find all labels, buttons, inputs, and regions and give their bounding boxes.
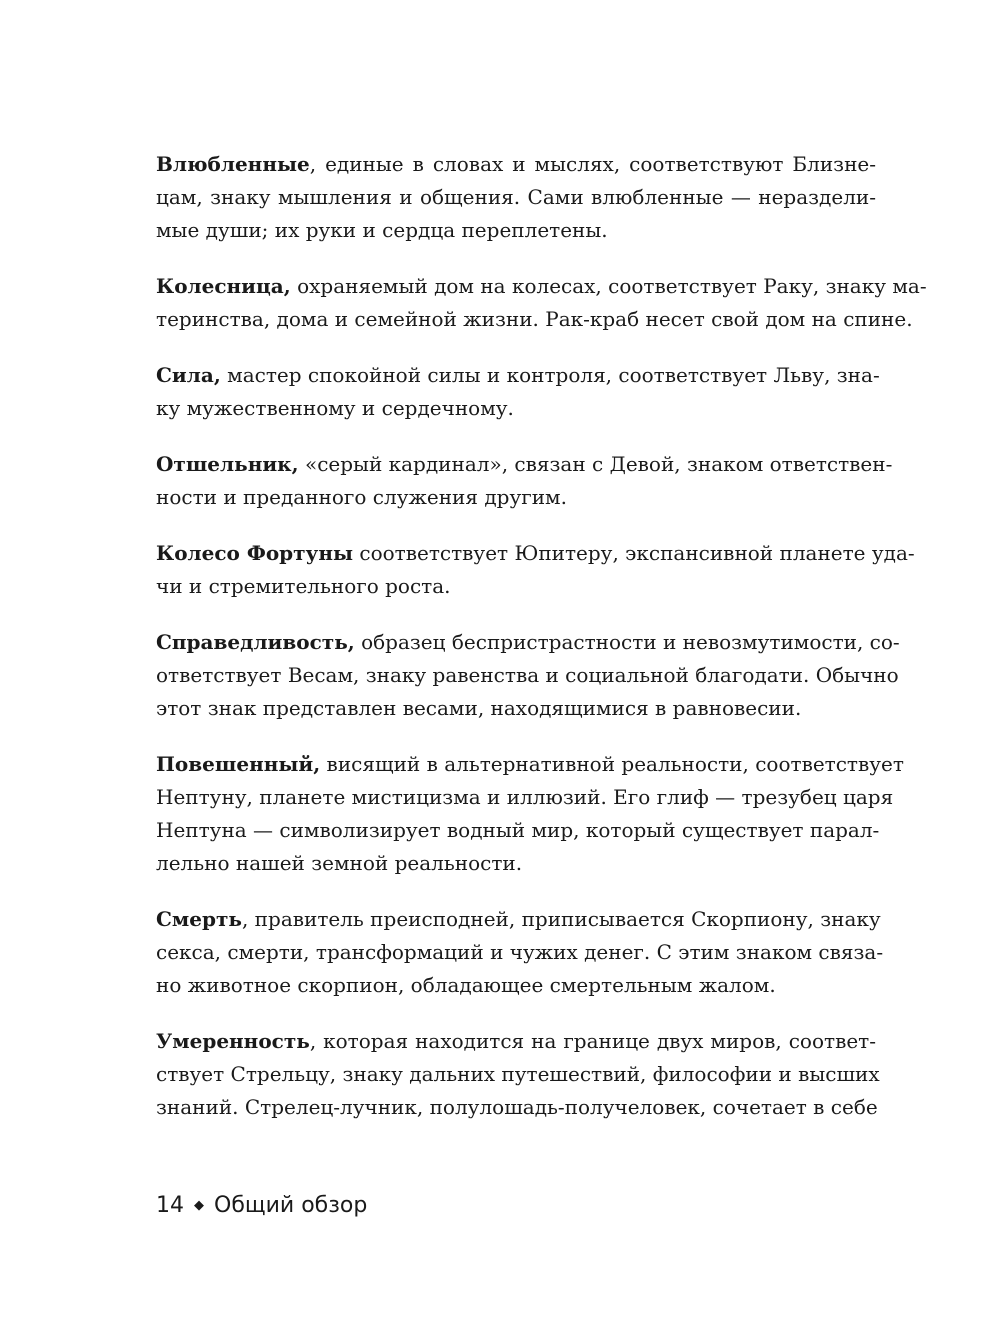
line-text: охраняемый дом на колесах, соответствует Раку, знаку ма-	[290, 274, 927, 298]
card-name-term: Сила,	[156, 363, 221, 387]
card-name-term: Колесо Фортуны	[156, 541, 354, 565]
card-name-term: Справедливость,	[156, 630, 355, 654]
paragraph-strength	[156, 359, 880, 425]
line-text: лельно нашей земной реальности.	[156, 851, 523, 875]
page-footer	[156, 1193, 367, 1218]
paragraph-temperance	[156, 1025, 880, 1124]
text-line	[156, 781, 894, 814]
text-line	[156, 570, 876, 603]
line-text: Нептуну, планете мистицизма и иллюзий. Его глиф — трезубец царя	[156, 785, 894, 809]
line-text: теринства, дома и семейной жизни. Рак-краб несет свой дом на спине.	[156, 307, 913, 331]
text-line	[156, 270, 927, 303]
paragraph-hanged	[156, 748, 904, 880]
line-text: соответствует Юпитеру, экспансивной планете уда-	[353, 541, 915, 565]
card-name-term: Влюбленные	[156, 152, 310, 176]
paragraph-lovers	[156, 148, 876, 247]
card-name-term: Колесница,	[156, 274, 291, 298]
line-text: висящий в альтернативной реальности, соответствует	[320, 752, 904, 776]
text-line	[156, 692, 876, 725]
line-text: ответствует Весам, знаку равенства и социальной благодати. Обычно	[156, 663, 899, 687]
text-line	[156, 392, 876, 425]
text-line	[156, 847, 876, 880]
line-text: образец беспристрастности и невозмутимости, со-	[354, 630, 900, 654]
line-text: цам, знаку мышления и общения. Сами влюбленные — нераздели-	[156, 185, 876, 209]
line-text: но животное скорпион, обладающее смертельным жалом.	[156, 973, 776, 997]
section-title: Общий обзор	[214, 1193, 368, 1218]
text-line	[156, 969, 876, 1002]
line-text: ности и преданного служения другим.	[156, 485, 567, 509]
paragraph-death	[156, 903, 884, 1002]
text-line	[156, 1091, 876, 1124]
text-line	[156, 359, 880, 392]
text-line	[156, 148, 876, 181]
text-line	[156, 659, 899, 692]
card-name-term: Отшельник,	[156, 452, 299, 476]
line-text: мые души; их руки и сердца переплетены.	[156, 218, 608, 242]
line-text: этот знак представлен весами, находящимися в равновесии.	[156, 696, 802, 720]
paragraph-hermit	[156, 448, 893, 514]
paragraph-wheel	[156, 537, 915, 603]
page-number: 14	[156, 1193, 184, 1218]
body-text	[156, 148, 927, 1147]
text-line	[156, 748, 904, 781]
text-line	[156, 537, 915, 570]
text-line	[156, 1025, 876, 1058]
text-line	[156, 936, 884, 969]
line-text: Нептуна — символизирует водный мир, который существует парал-	[156, 818, 880, 842]
paragraph-justice	[156, 626, 900, 725]
diamond-separator-icon: ◆	[194, 1198, 204, 1213]
line-text: мастер спокойной силы и контроля, соответствует Льву, зна-	[220, 363, 880, 387]
text-line	[156, 626, 900, 659]
line-text: «серый кардинал», связан с Девой, знаком ответствен-	[298, 452, 893, 476]
card-name-term: Умеренность	[156, 1029, 310, 1053]
text-line	[156, 814, 880, 847]
line-text: чи и стремительного роста.	[156, 574, 451, 598]
card-name-term: Смерть	[156, 907, 242, 931]
text-line	[156, 1058, 880, 1091]
text-line	[156, 481, 876, 514]
text-line	[156, 448, 893, 481]
line-text: , которая находится на границе двух миров, соответ-	[309, 1029, 876, 1053]
text-line	[156, 214, 876, 247]
line-text: знаний. Стрелец-лучник, полулошадь-получеловек, сочетает в себе	[156, 1095, 878, 1119]
text-line	[156, 181, 876, 214]
line-text: ку мужественному и сердечному.	[156, 396, 514, 420]
line-text: секса, смерти, трансформаций и чужих денег. С этим знаком связа-	[156, 940, 884, 964]
text-line	[156, 303, 913, 336]
paragraph-chariot	[156, 270, 927, 336]
line-text: , правитель преисподней, приписывается Скорпиону, знаку	[241, 907, 881, 931]
line-text: ствует Стрельцу, знаку дальних путешествий, философии и высших	[156, 1062, 880, 1086]
card-name-term: Повешенный,	[156, 752, 321, 776]
line-text: , единые в словах и мыслях, соответствуют Близне-	[309, 152, 876, 176]
text-line	[156, 903, 881, 936]
